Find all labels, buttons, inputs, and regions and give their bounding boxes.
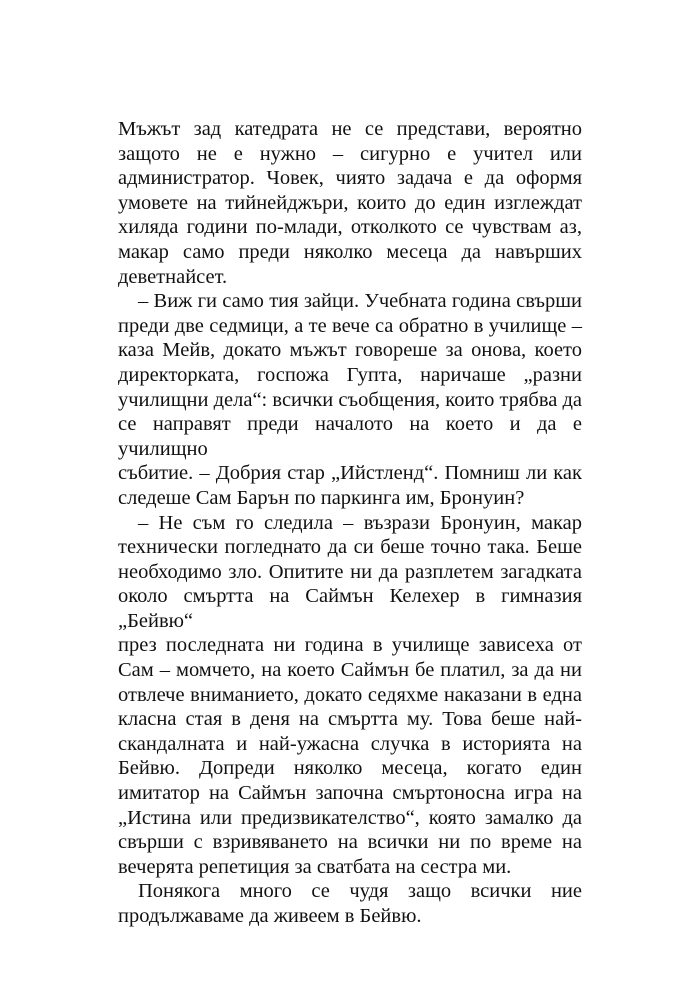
paragraph-2 [118, 289, 582, 510]
text-line: – Не съм го следила – възрази Бронуин, макар [138, 511, 582, 534]
text-line: скандалната и най-ужасна случка в историята на [118, 732, 582, 755]
text-line: технически погледнато да си беше точно така. Беше [118, 536, 582, 559]
text-line: се направят преди началото на което и да е училищно [118, 413, 582, 460]
text-line: Мъжът зад катедрата не се представи, вероятно [118, 118, 582, 140]
paragraph-1 [118, 117, 582, 289]
text-line: училищни дела“: всички съобщения, които трябва да [118, 388, 582, 411]
text-line: макар само преди няколко месеца да навърших [118, 240, 582, 263]
text-line: защото не е нужно – сигурно е учител или [118, 142, 582, 165]
text-line: около смъртта на Саймън Келехер в гимназия „Бейвю“ [118, 585, 582, 632]
text-line: вечерята репетиция за сватбата на сестра ми. [118, 855, 512, 878]
text-line: преди две седмици, а те вече са обратно в училище – [118, 314, 582, 337]
text-line: директорката, госпожа Гупта, наричаше „разни [118, 363, 582, 386]
text-line: Понякога много се чудя защо всички ние [138, 880, 582, 903]
text-line: Бейвю. Допреди няколко месеца, когато един [118, 757, 582, 780]
paragraph-4 [118, 879, 582, 928]
text-line: „Истина или предизвикателство“, която замалко да [118, 806, 582, 829]
text-line: умовете на тийнейджъри, които до един изглеждат [118, 191, 582, 214]
text-line: деветнайсет. [118, 265, 228, 288]
text-line: класна стая в деня на смъртта му. Това беше най- [118, 708, 582, 731]
text-line: администратор. Човек, чиято задача е да оформя [118, 167, 582, 190]
text-line: продължаваме да живеем в Бейвю. [118, 905, 422, 927]
text-line: каза Мейв, докато мъжът говореше за онова, което [118, 339, 582, 362]
text-line: следеше Сам Барън по паркинга им, Бронуин? [118, 486, 525, 509]
text-line: хиляда години по-млади, отколкото се чувствам аз, [118, 216, 582, 239]
text-line: необходимо зло. Опитите ни да разплетем загадката [118, 560, 582, 583]
text-line: имитатор на Саймън започна смъртоносна игра на [118, 782, 582, 805]
text-line: отвлече вниманието, докато седяхме наказани в една [118, 683, 582, 706]
text-line: – Виж ги само тия зайци. Учебната година свърши [138, 290, 582, 313]
text-line: Сам – момчето, на което Саймън бе платил, за да ни [118, 659, 582, 682]
text-line: през последната ни година в училище зависеха от [118, 634, 582, 657]
body-text [118, 117, 582, 929]
paragraph-3 [118, 511, 582, 880]
text-line: събитие. – Добрия стар „Ийстленд“. Помниш ли как [118, 462, 582, 485]
text-line: свърши с взривяването на всички ни по време на [118, 831, 582, 854]
